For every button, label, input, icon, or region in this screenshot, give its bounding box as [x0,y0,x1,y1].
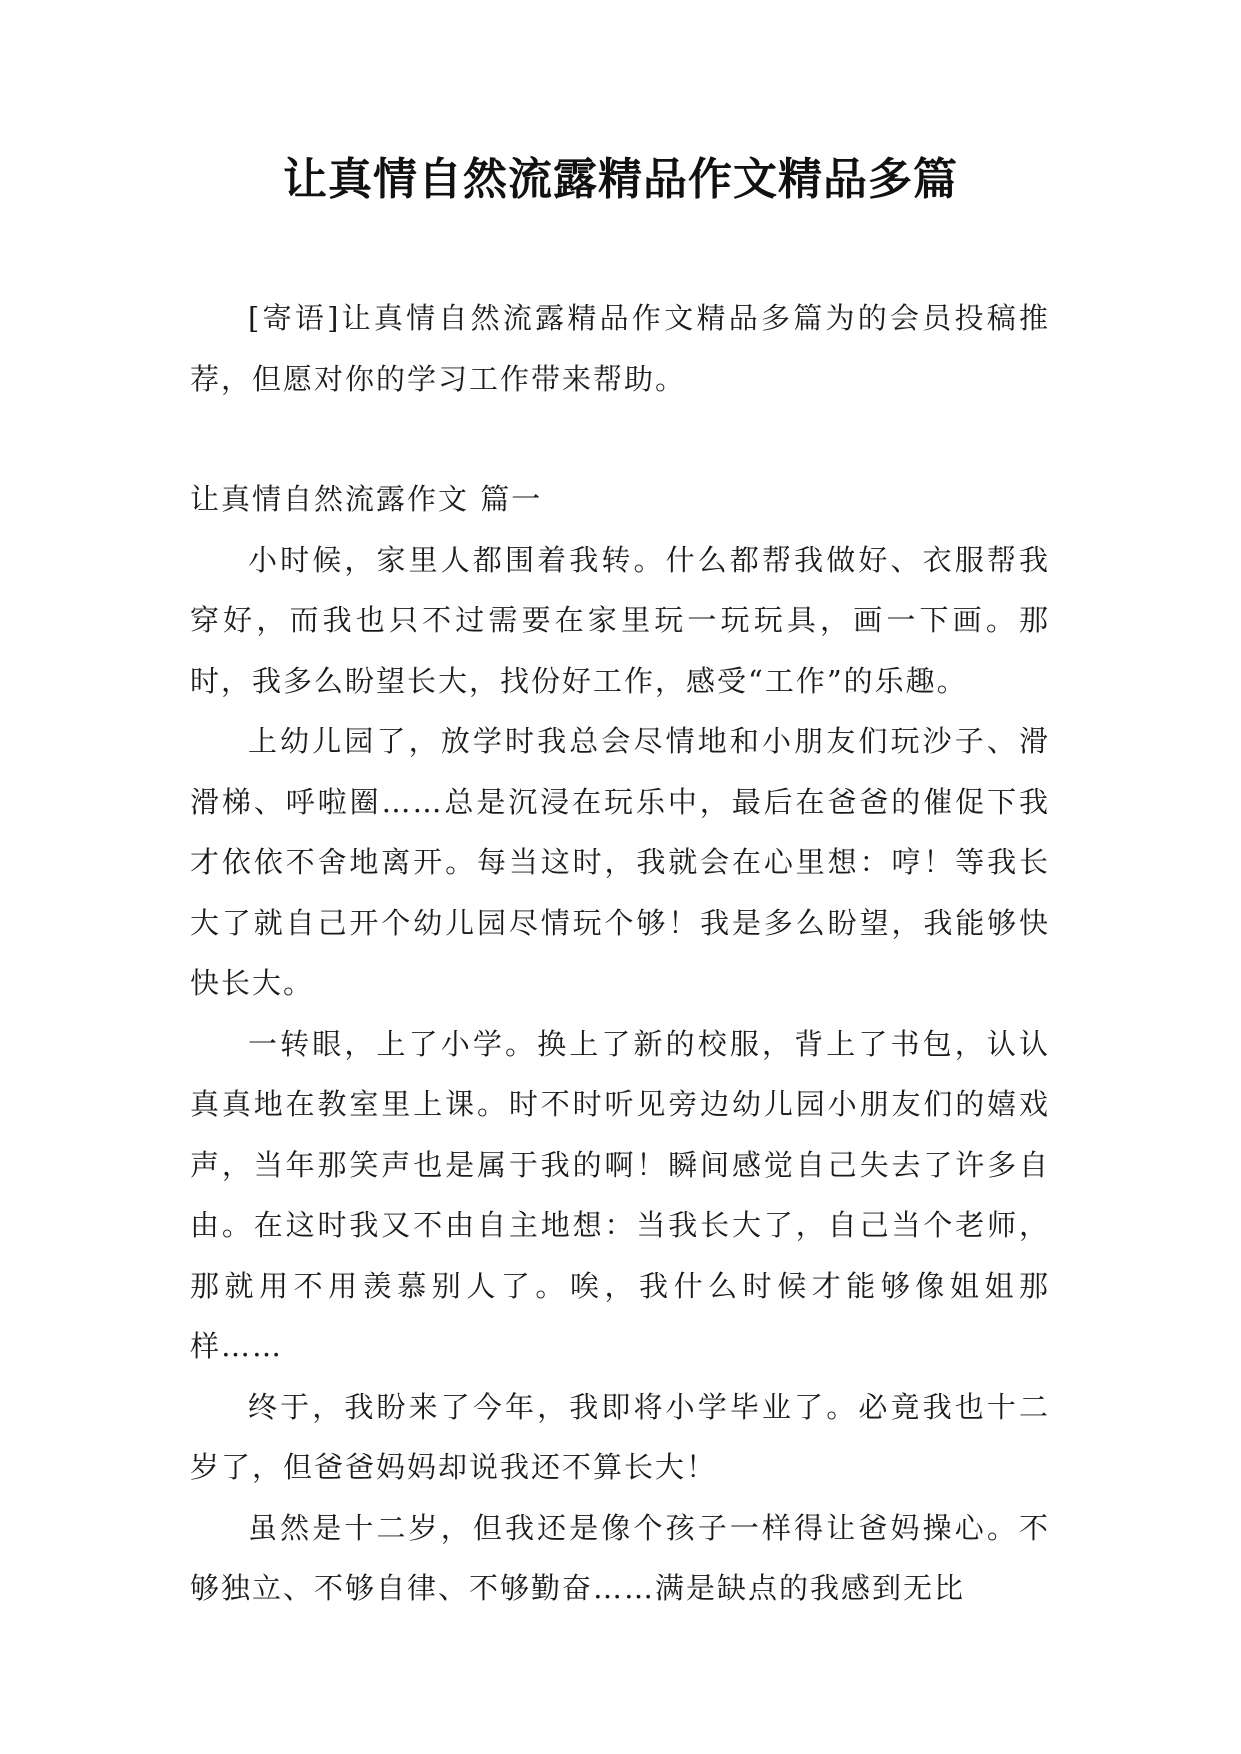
intro-paragraph: [寄语]让真情自然流露精品作文精品多篇为的会员投稿推荐，但愿对你的学习工作带来帮助。 [190,301,1050,396]
document-title: 让真情自然流露精品作文精品多篇 [283,154,958,205]
section-heading: 让真情自然流露作文 篇一 [190,482,543,516]
body-paragraph: 上幼儿园了，放学时我总会尽情地和小朋友们玩沙子、滑滑梯、呼啦圈……总是沉浸在玩乐中，最后在爸爸的催促下我才依依不舍地离开。每当这时，我就会在心里想：哼！等我长大了就自己开个幼儿园尽情玩个够！我是多么盼望，我能够快快长大。 [190,724,1050,1000]
document-body [190,288,1050,1619]
body-paragraph: 虽然是十二岁，但我还是像个孩子一样得让爸妈操心。不够独立、不够自律、不够勤奋……满是缺点的我感到无比 [190,1510,1050,1605]
body-paragraph: 终于，我盼来了今年，我即将小学毕业了。必竟我也十二岁了，但爸爸妈妈却说我还不算长大！ [190,1389,1050,1484]
body-paragraph: 小时候，家里人都围着我转。什么都帮我做好、衣服帮我穿好，而我也只不过需要在家里玩一玩玩具，画一下画。那时，我多么盼望长大，找份好工作，感受“工作”的乐趣。 [190,542,1050,698]
body-paragraph: 一转眼，上了小学。换上了新的校服，背上了书包，认认真真地在教室里上课。时不时听见旁边幼儿园小朋友们的嬉戏声，当年那笑声也是属于我的啊！瞬间感觉自己失去了许多自由。在这时我又不由自主地想：当我长大了，自己当个老师，那就用不用羡慕别人了。唉，我什么时候才能够像姐姐那样…… [190,1026,1050,1363]
